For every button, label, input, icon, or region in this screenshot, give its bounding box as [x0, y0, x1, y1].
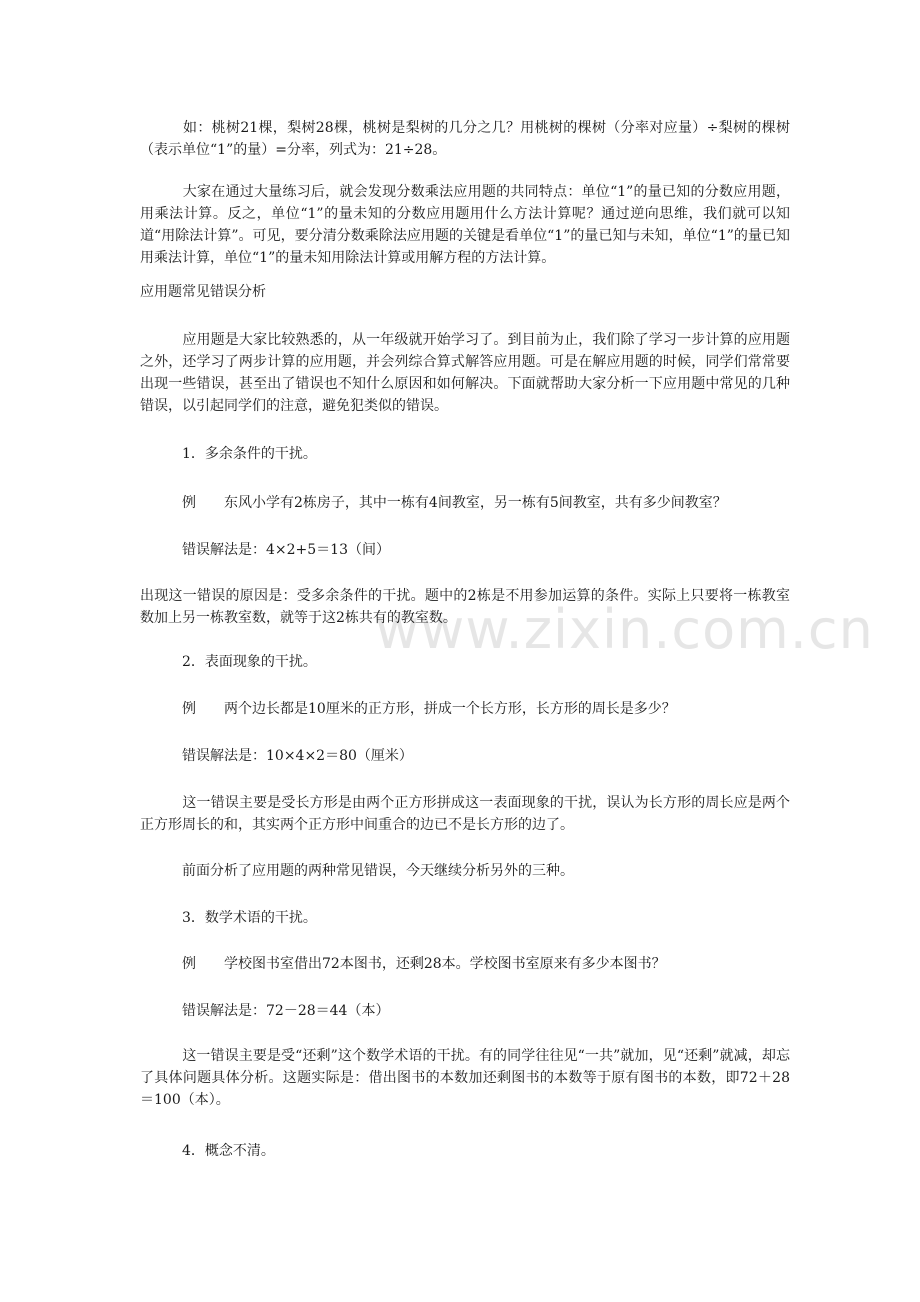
- wrong-solution-2: 错误解法是：10×4×2＝80（厘米）: [140, 748, 413, 764]
- example-2: 例 两个边长都是10厘米的正方形，拼成一个长方形，长方形的周长是多少？: [140, 701, 676, 717]
- example-1: 例 东风小学有2栋房子，其中一栋有4间教室，另一栋有5间教室，共有多少间教室？: [140, 495, 727, 511]
- wrong-solution-3: 错误解法是：72－28＝44（本）: [140, 1003, 390, 1019]
- explanation-1: 出现这一错误的原因是：受多余条件的干扰。题中的2栋是不用参加运算的条件。实际上只要将一栋教室数加上另一栋教室数，就等于这2栋共有的教室数。: [140, 588, 790, 626]
- heading-2-surface-appearance: 2．表面现象的干扰。: [140, 654, 317, 670]
- section-heading: 应用题常见错误分析: [140, 284, 266, 300]
- wrong-solution-1: 错误解法是：4×2+5＝13（间）: [140, 542, 390, 558]
- transition-paragraph: 前面分析了应用题的两种常见错误，今天继续分析另外的三种。: [140, 863, 574, 879]
- example-3: 例 学校图书室借出72本图书，还剩28本。学校图书室原来有多少本图书？: [140, 956, 666, 972]
- watermark: www.zixin.com.cn: [375, 598, 874, 661]
- paragraph-intro: 应用题是大家比较熟悉的，从一年级就开始学习了。到目前为止，我们除了学习一步计算的应用题之外，还学习了两步计算的应用题，并会列综合算式解答应用题。可是在解应用题的时候，同学们常常要出现一些错误，甚至出了错误也不知什么原因和如何解决。下面就帮助大家分析一下应用题中常见的几种错误，以引起同学们的注意，避免犯类似的错误。: [140, 332, 790, 414]
- explanation-3: 这一错误主要是受“还剩”这个数学术语的干扰。有的同学往往见“一共”就加，见“还剩”就减，却忘了具体问题具体分析。这题实际是：借出图书的本数加还剩图书的本数等于原有图书的本数，即72＋28＝100（本）。: [140, 1048, 790, 1108]
- paragraph-multiplication-division-summary: 大家在通过大量练习后，就会发现分数乘法应用题的共同特点：单位“1”的量已知的分数应用题，用乘法计算。反之，单位“1”的量未知的分数应用题用什么方法计算呢？通过逆向思维，我们就可以知道“用除法计算”。可见，要分清分数乘除法应用题的关键是看单位“1”的量已知与未知，单位“1”的量已知用乘法计算，单位“1”的量未知用除法计算或用解方程的方法计算。: [140, 184, 790, 266]
- heading-1-extra-conditions: 1．多余条件的干扰。: [140, 446, 317, 462]
- heading-4-unclear-concepts: 4．概念不清。: [140, 1143, 275, 1159]
- heading-3-math-terms: 3．数学术语的干扰。: [140, 910, 317, 926]
- explanation-2: 这一错误主要是受长方形是由两个正方形拼成这一表面现象的干扰，误认为长方形的周长应是两个正方形周长的和，其实两个正方形中间重合的边已不是长方形的边了。: [140, 795, 790, 833]
- paragraph-example-peach-pear: 如：桃树21棵，梨树28棵，桃树是梨树的几分之几？用桃树的棵树（分率对应量）÷梨树的棵树（表示单位“1”的量）=分率，列式为：21÷28。: [140, 120, 790, 158]
